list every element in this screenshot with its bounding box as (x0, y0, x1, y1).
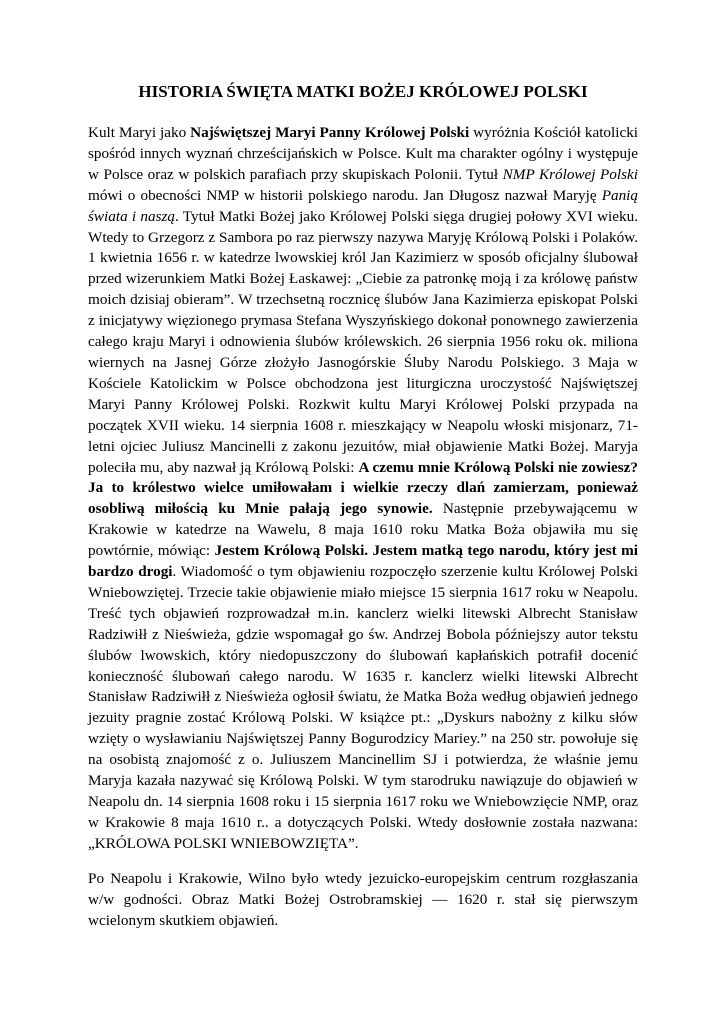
document-page (88, 82, 638, 931)
paragraph-main (88, 123, 638, 855)
text-span: . Tytuł Matki Bożej jako Królowej Polski sięga drugiej połowy XVI wieku. Wtedy to Grzegorz z Sambora po raz pierwszy nazywa Maryję Królową Polski i Polaków. 1 kwietnia 1656 r. w katedrze lwowskiej król Jan Kazimierz w sposób oficjalny ślubował przed wizerunkiem Matki Bożej Łaskawej: „Ciebie za patronkę moją i za królowę państw moich dzisiaj obieram”. W trzechsetną rocznicę ślubów Jana Kazimierza episkopat Polski z inicjatywy więzionego prymasa Stefana Wyszyńskiego dokonał ponownego zawierzenia całego kraju Maryi i odnowienia ślubów królewskich. 26 sierpnia 1956 roku ok. miliona wiernych na Jasnej Górze złożyło Jasnogórskie Śluby Narodu Polskiego. 3 Maja w Kościele Katolickim w Polsce obchodzona jest liturgiczna uroczystość Najświętszej Maryi Panny Królowej Polski. Rozkwit kultu Maryi Królowej Polski przypada na początek XVII wieku. 14 sierpnia 1608 r. mieszkający w Neapolu włoski misjonarz, 71-letni ojciec Juliusz Mancinelli z zakonu jezuitów, miał objawienie Matki Bożej. Maryja poleciła mu, aby nazwał ją Królową Polski: (88, 207, 638, 476)
italic-text: Panią świata i naszą (88, 186, 638, 225)
text-span: Kult Maryi jako (88, 124, 191, 141)
italic-text: NMP Królowej Polski (502, 165, 638, 183)
document-title: HISTORIA ŚWIĘTA MATKI BOŻEJ KRÓLOWEJ POLSKI (138, 82, 588, 101)
text-span: wyróżnia Kościół katolicki spośród innych wyznań chrześcijańskich w Polsce. Kult ma charakter ogólny i występuje w Polsce oraz w polskich parafiach przy skupiskach Polonii. Tytuł (88, 124, 639, 183)
text-span: Następnie przebywającemu w Krakowie w katedrze na Wawelu, 8 maja 1610 roku Matka Boża objawiła mu się powtórnie, mówiąc: (88, 500, 639, 560)
bold-quote: A czemu mnie Królową Polski nie zowiesz? Ja to królestwo wielce umiłowałam i wielkie rzeczy dlań zamierzam, ponieważ osobliwą miłością ku Mnie pałają jego synowie. (88, 458, 638, 518)
bold-text: Najświętszej Maryi Panny Królowej Polski (190, 124, 470, 141)
text-span: . Wiadomość o tym objawieniu rozpoczęło szerzenie kultu Królowej Polski Wniebowziętej. Trzecie takie objawienie miało miejsce 15 sierpnia 1617 roku w Neapolu. Treść tych objawień rozprowadzał m.in. kanclerz wielki litewski Albrecht Stanisław Radziwiłł z Nieświeża, gdzie wspomagał go św. Andrzej Bobola późniejszy autor tekstu ślubów lwowskich, który niedopuszczony do ślubowań kapłańskich potrafił docenić konieczność ślubowań całego narodu. W 1635 r. kanclerz wielki litewski Albrecht Stanisław Radziwiłł z Nieświeża ogłosił światu, że Matka Boża według objawień jednego jezuity pragnie zostać Królową Polski. W książce pt.: „Dyskurs nabożny z kilku słów wzięty o wysławianiu Najświętszej Panny Bogurodzicy Mariey.” na 250 str. powołuje się na osobistą znajomość z o. Juliuszem Mancinellim SJ i potwierdza, że właśnie jemu Maryja kazała nazywać się Królową Polski. W tym starodruku nawiązuje do objawień w Neapolu dn. 14 sierpnia 1608 roku i 15 sierpnia 1617 roku we Wniebowzięcie NMP, oraz w Krakowie 8 maja 1610 r.. a dotyczących Polski. Wtedy dosłownie została nazwana: „KRÓLOWA POLSKI WNIEBOWZIĘTA”. (88, 563, 638, 852)
bold-quote: Jestem Królową Polski. Jestem matką tego narodu, który jest mi bardzo drogi (88, 542, 638, 581)
paragraph-closing: Po Neapolu i Krakowie, Wilno było wtedy jezuicko-europejskim centrum rozgłaszania w/w godności. Obraz Matki Bożej Ostrobramskiej — 1620 r. stał się pierwszym wcielonym skutkiem objawień. (88, 869, 638, 929)
text-span: mówi o obecności NMP w historii polskiego narodu. Jan Długosz nazwał Maryję (88, 186, 602, 204)
